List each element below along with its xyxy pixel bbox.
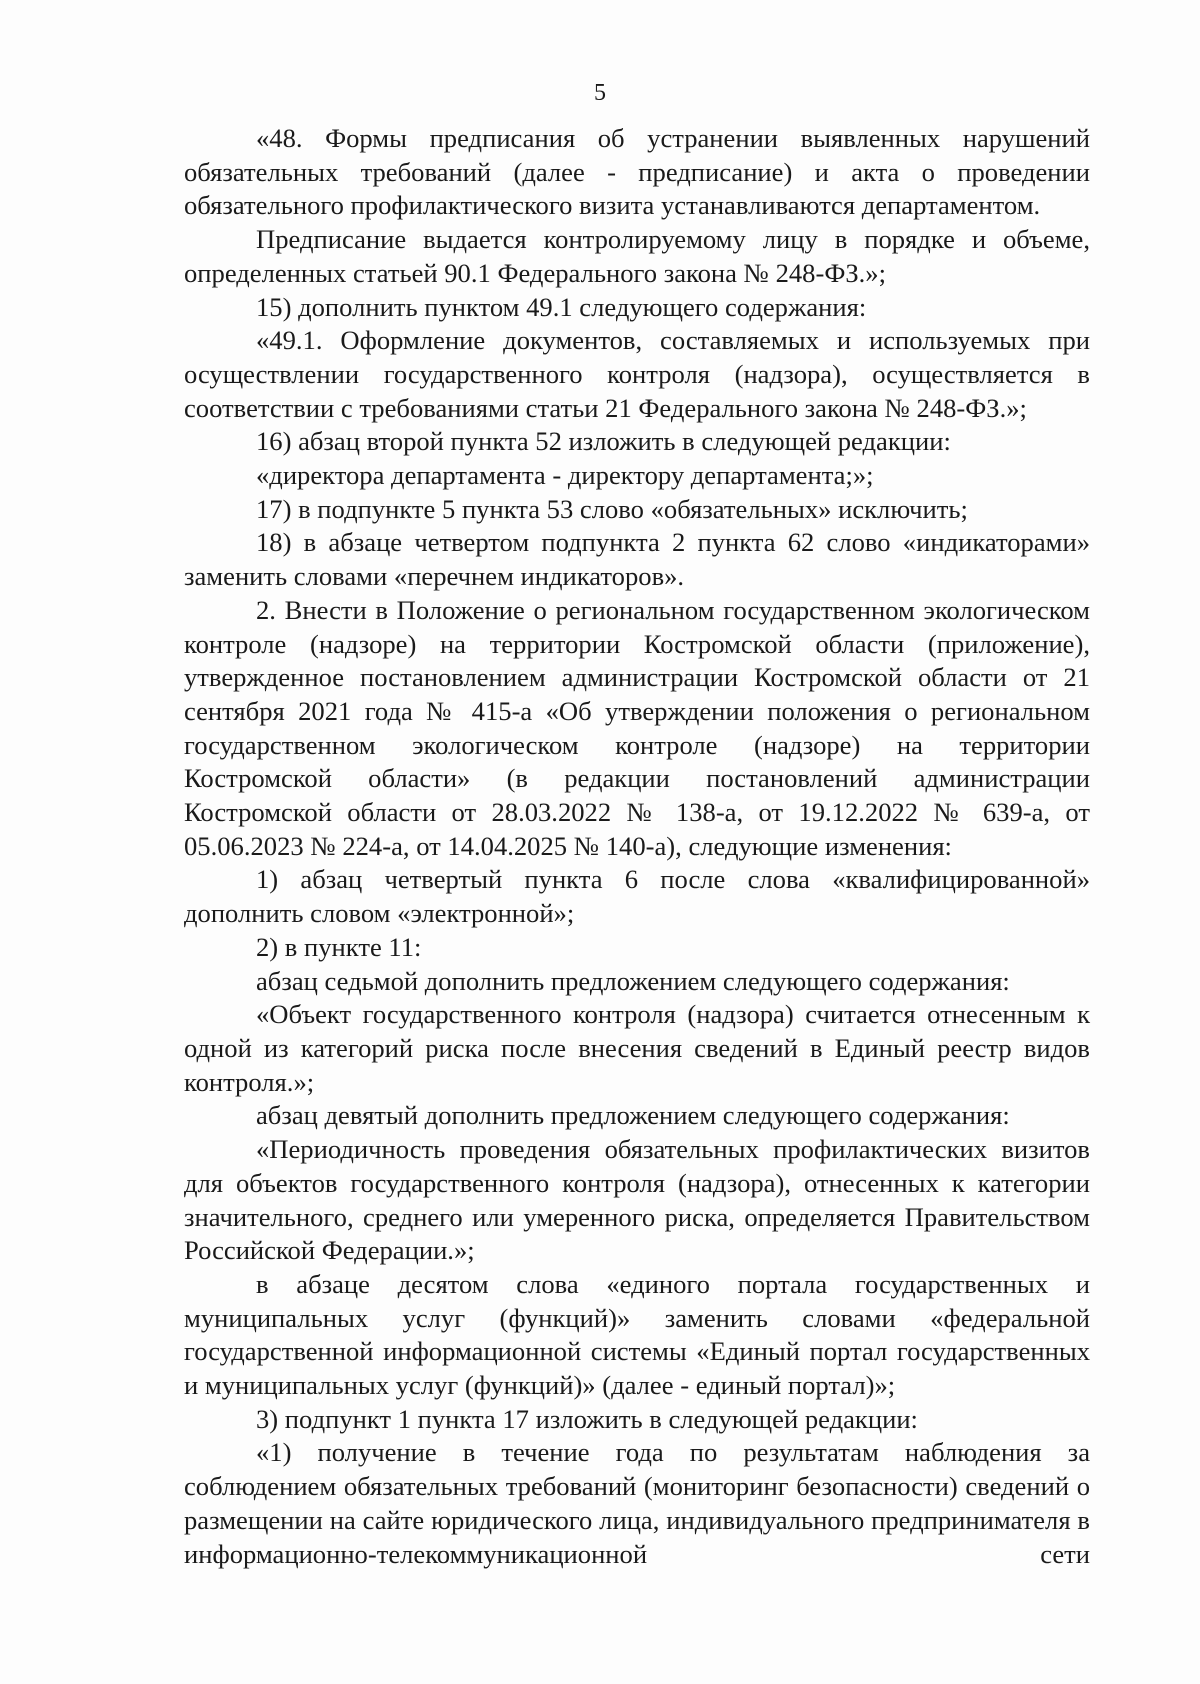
paragraph: абзац седьмой дополнить предложением следующего содержания: — [256, 965, 1010, 996]
paragraph: «Объект государственного контроля (надзора) считается отнесенным к одной из категорий риска после внесения сведений в Единый реестр видов контроля.»; — [184, 999, 1090, 1097]
paragraph: 2. Внести в Положение о региональном государственном экологическом контроле (надзоре) на территории Костромской области (приложение), утвержденное постановлением администрации Костромской области от 21 сентября 2021 года № 415-а «Об утверждении положения о региональном государственном экологическом контроле (надзоре) на территории Костромской области» (в редакции постановлений администрации Костромской области от 28.03.2022 № 138-а, от 19.12.2022 № 639-а, от 05.06.2023 № 224-а, от 14.04.2025 № 140-а), следующие изменения: — [184, 594, 1090, 861]
page-number: 5 — [594, 80, 606, 106]
paragraph: «49.1. Оформление документов, составляемых и используемых при осуществлении государственного контроля (надзора), осуществляется в соответствии с требованиями статьи 21 Федерального закона № 248-ФЗ.»; — [184, 325, 1090, 423]
document-body — [184, 122, 1090, 1571]
paragraph: «1) получение в течение года по результатам наблюдения за соблюдением обязательных требований (мониторинг безопасности) сведений о размещении на сайте юридического лица, индивидуального предпринимателя в информационно-телекоммуникационной сети — [184, 1437, 1090, 1569]
paragraph: 17) в подпункте 5 пункта 53 слово «обязательных» исключить; — [256, 493, 968, 524]
paragraph: в абзаце десятом слова «единого портала государственных и муниципальных услуг (функций)» заменить словами «федеральной государственной информационной системы «Единый портал государственных и муниципальных услуг (функций)» (далее - единый портал)»; — [184, 1268, 1090, 1401]
paragraph: «Периодичность проведения обязательных профилактических визитов для объектов государственного контроля (надзора), отнесенных к категории значительного, среднего или умеренного риска, определяется Правительством Российской Федерации.»; — [184, 1134, 1090, 1266]
paragraph: «48. Формы предписания об устранении выявленных нарушений обязательных требований (далее - предписание) и акта о проведении обязательного профилактического визита устанавливаются департаментом. — [184, 123, 1090, 221]
paragraph: Предписание выдается контролируемому лицу в порядке и объеме, определенных статьей 90.1 Федерального закона № 248-ФЗ.»; — [184, 224, 1090, 288]
paragraph: абзац девятый дополнить предложением следующего содержания: — [256, 1100, 1010, 1131]
paragraph: 2) в пункте 11: — [256, 931, 422, 962]
paragraph: 1) абзац четвертый пункта 6 после слова «квалифицированной» дополнить словом «электронной»; — [184, 864, 1090, 929]
paragraph: 16) абзац второй пункта 52 изложить в следующей редакции: — [256, 426, 951, 457]
paragraph: 3) подпункт 1 пункта 17 изложить в следующей редакции: — [256, 1403, 918, 1434]
paragraph: 15) дополнить пунктом 49.1 следующего содержания: — [256, 291, 867, 322]
paragraph: 18) в абзаце четвертом подпункта 2 пункта 62 слово «индикаторами» заменить словами «перечнем индикаторов». — [184, 527, 1090, 592]
paragraph: «директора департамента - директору департамента;»; — [256, 460, 874, 491]
